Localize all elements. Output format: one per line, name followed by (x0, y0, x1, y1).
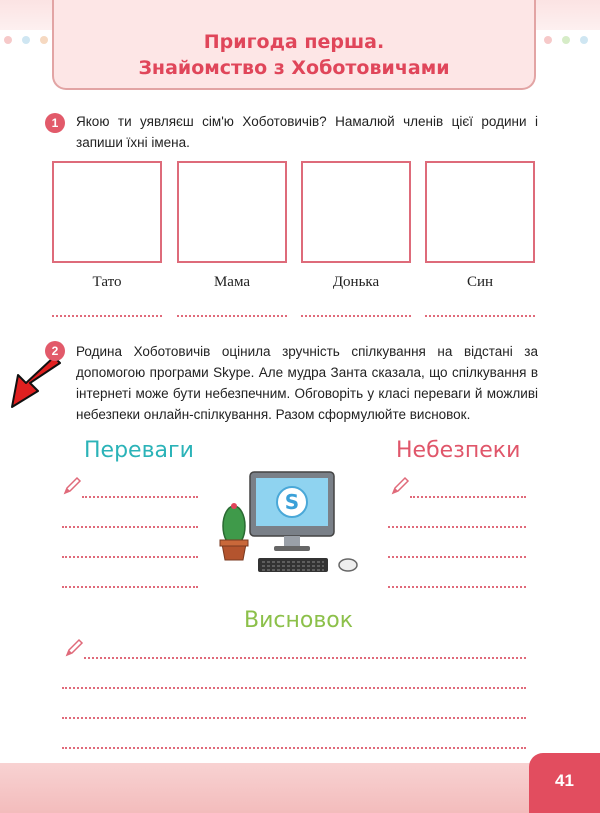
name-line-mom[interactable] (177, 315, 287, 317)
label-dad: Тато (92, 274, 122, 290)
advantages-line-3[interactable] (62, 556, 198, 558)
page-number: 41 (529, 753, 600, 813)
advantages-heading: Переваги (84, 438, 194, 463)
advantages-line-1[interactable] (82, 496, 198, 498)
label-son: Син (466, 274, 494, 290)
chapter-title-line-1: Пригода перша. (203, 31, 385, 53)
task-2-number: 2 (45, 341, 65, 361)
advantages-line-2[interactable] (62, 526, 198, 528)
pencil-icon (390, 476, 410, 496)
task-1-number: 1 (45, 113, 65, 133)
keyboard-icon (258, 558, 328, 572)
task-2-text: Родина Хоботовичів оцінила зручність спілкування на відстані за допомогою програми Skype. Але мудра Занта сказала, що спілкування в інтернеті може бути небезпечним. Обговоріть у класі переваги й можливі небезпеки онлайн-спілкування. Разом сформулюйте висновок. (76, 344, 538, 422)
pencil-icon (64, 638, 84, 658)
label-mom: Мама (213, 274, 251, 290)
arrow-icon (8, 355, 66, 413)
conclusion-line-2[interactable] (62, 687, 526, 689)
dangers-heading: Небезпеки (396, 438, 521, 463)
name-line-daughter[interactable] (301, 315, 411, 317)
label-daughter: Донька (332, 274, 380, 290)
task-1-text: Якою ти уявляєш сім'ю Хоботовичів? Намалюй членів цієї родини і запиши їхні імена. (76, 114, 538, 150)
dangers-line-2[interactable] (388, 526, 526, 528)
drawing-box-mom[interactable] (177, 161, 287, 263)
conclusion-heading: Висновок (244, 608, 354, 633)
mouse-icon (339, 559, 357, 571)
dangers-line-1[interactable] (410, 496, 526, 498)
dangers-line-3[interactable] (388, 556, 526, 558)
name-line-dad[interactable] (52, 315, 162, 317)
chapter-title-box (52, 0, 536, 90)
conclusion-line-1[interactable] (84, 657, 526, 659)
dangers-line-4[interactable] (388, 586, 526, 588)
svg-text:S: S (284, 490, 300, 514)
footer-band (0, 763, 600, 813)
drawing-box-dad[interactable] (52, 161, 162, 263)
computer-skype-icon (218, 462, 368, 582)
drawing-box-son[interactable] (425, 161, 535, 263)
drawing-box-daughter[interactable] (301, 161, 411, 263)
advantages-line-4[interactable] (62, 586, 198, 588)
pencil-icon (62, 476, 82, 496)
conclusion-line-3[interactable] (62, 717, 526, 719)
cactus-icon (220, 503, 248, 560)
name-line-son[interactable] (425, 315, 535, 317)
chapter-title-line-2: Знайомство з Хоботовичами (138, 57, 450, 79)
conclusion-line-4[interactable] (62, 747, 526, 749)
